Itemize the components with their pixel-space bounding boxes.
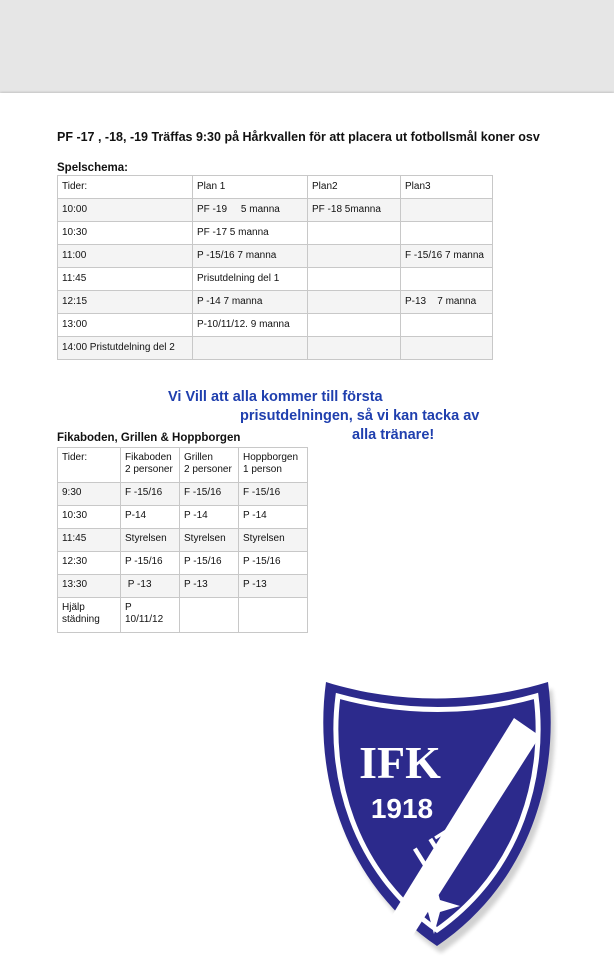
logo-text-ifk: IFK [359, 737, 441, 788]
cell-line: Tider: [62, 452, 88, 463]
schedule-cell: P -15/16 7 manna [193, 245, 308, 268]
schedule-header-cell: Tider: [58, 176, 193, 199]
schedule-cell: P -14 7 manna [193, 291, 308, 314]
kiosk-header-cell [180, 448, 239, 483]
kiosk-cell [180, 506, 239, 529]
kiosk-table [57, 447, 308, 633]
cell-line: P-14 [125, 510, 147, 521]
logo-text-year: 1918 [370, 793, 434, 824]
schedule-row [58, 199, 493, 222]
schedule-cell: 11:00 [58, 245, 193, 268]
schedule-cell [401, 314, 493, 337]
cell-line: Grillen [184, 452, 213, 463]
schedule-cell: 14:00 Pristutdelning del 2 [58, 337, 193, 360]
kiosk-title: Fikaboden, Grillen & Hoppborgen [57, 432, 241, 444]
cell-line: F -15/16 [243, 487, 281, 498]
kiosk-cell [58, 575, 121, 598]
cell-line: 13:30 [62, 579, 88, 590]
schedule-cell [308, 268, 401, 291]
kiosk-cell [239, 598, 308, 633]
schedule-title: Spelschema: [57, 162, 128, 174]
kiosk-cell [121, 483, 180, 506]
cell-line: Styrelsen [243, 533, 285, 544]
kiosk-cell [58, 598, 121, 633]
cell-line: Styrelsen [184, 533, 226, 544]
schedule-row [58, 314, 493, 337]
schedule-cell: F -15/16 7 manna [401, 245, 493, 268]
cell-line: F -15/16 [184, 487, 222, 498]
cell-line: Fikaboden [125, 452, 172, 463]
cell-line: F -15/16 [125, 487, 163, 498]
schedule-cell: Prisutdelning del 1 [193, 268, 308, 291]
cell-line: P -13 [243, 579, 267, 590]
kiosk-cell [180, 552, 239, 575]
kiosk-header-row [58, 448, 308, 483]
schedule-cell [308, 245, 401, 268]
cell-line: Hoppborgen [243, 452, 299, 463]
schedule-cell [401, 199, 493, 222]
cell-line: P -14 [243, 510, 267, 521]
schedule-cell [308, 222, 401, 245]
kiosk-row [58, 552, 308, 575]
schedule-row [58, 245, 493, 268]
kiosk-row [58, 506, 308, 529]
cell-line: 9:30 [62, 487, 82, 498]
kiosk-cell [58, 552, 121, 575]
logo-text-lit: LIT [408, 822, 465, 875]
schedule-table [57, 175, 493, 360]
schedule-cell: 11:45 [58, 268, 193, 291]
kiosk-cell [239, 529, 308, 552]
kiosk-cell [121, 598, 180, 633]
kiosk-row [58, 598, 308, 633]
schedule-row [58, 291, 493, 314]
schedule-row [58, 222, 493, 245]
kiosk-cell [180, 575, 239, 598]
kiosk-row [58, 483, 308, 506]
schedule-cell: P-13 7 manna [401, 291, 493, 314]
cell-line: 1 person [243, 464, 282, 475]
schedule-header-cell: Plan 1 [193, 176, 308, 199]
kiosk-header-cell [121, 448, 180, 483]
cell-line: P -15/16 [125, 556, 163, 567]
kiosk-cell [180, 483, 239, 506]
cell-line: 11:45 [62, 533, 87, 544]
cell-line: 2 personer [184, 464, 232, 475]
cell-line: P -13 [125, 579, 152, 590]
schedule-header-cell: Plan3 [401, 176, 493, 199]
kiosk-cell [58, 506, 121, 529]
schedule-cell [401, 337, 493, 360]
kiosk-cell [121, 506, 180, 529]
schedule-cell [308, 314, 401, 337]
schedule-cell: P-10/11/12. 9 manna [193, 314, 308, 337]
schedule-row [58, 337, 493, 360]
schedule-cell [401, 268, 493, 291]
schedule-cell: PF -18 5manna [308, 199, 401, 222]
schedule-cell: 10:00 [58, 199, 193, 222]
callout-line: Vi Vill att alla kommer till första [168, 389, 383, 405]
kiosk-cell [180, 598, 239, 633]
callout-line: alla tränare! [352, 427, 435, 443]
kiosk-header-cell [239, 448, 308, 483]
cell-line: P [125, 602, 132, 613]
kiosk-cell [121, 575, 180, 598]
kiosk-cell [180, 529, 239, 552]
schedule-header-cell: Plan2 [308, 176, 401, 199]
cell-line: Styrelsen [125, 533, 167, 544]
kiosk-cell [121, 552, 180, 575]
kiosk-header-cell [58, 448, 121, 483]
schedule-cell [401, 222, 493, 245]
cell-line: P -13 [184, 579, 208, 590]
cell-line: 12:30 [62, 556, 88, 567]
cell-line: 10/11/12 [125, 614, 164, 625]
kiosk-cell [58, 529, 121, 552]
kiosk-cell [239, 483, 308, 506]
schedule-cell: 10:30 [58, 222, 193, 245]
schedule-cell: PF -17 5 manna [193, 222, 308, 245]
kiosk-cell [121, 529, 180, 552]
schedule-cell [308, 337, 401, 360]
callout-line: prisutdelningen, så vi kan tacka av [240, 408, 480, 424]
ifk-lit-crest-icon [318, 678, 558, 956]
kiosk-cell [239, 575, 308, 598]
schedule-cell [308, 291, 401, 314]
cell-line: Hjälp [62, 602, 85, 613]
cell-line: P -15/16 [243, 556, 281, 567]
schedule-cell [193, 337, 308, 360]
kiosk-row [58, 575, 308, 598]
schedule-cell: PF -19 5 manna [193, 199, 308, 222]
kiosk-cell [239, 552, 308, 575]
schedule-cell: 13:00 [58, 314, 193, 337]
kiosk-cell [58, 483, 121, 506]
cell-line: 2 personer [125, 464, 173, 475]
schedule-cell: 12:15 [58, 291, 193, 314]
schedule-header-row [58, 176, 493, 199]
cell-line: P -14 [184, 510, 208, 521]
kiosk-row [58, 529, 308, 552]
kiosk-cell [239, 506, 308, 529]
cell-line: 10:30 [62, 510, 88, 521]
schedule-row [58, 268, 493, 291]
cell-line: städning [62, 614, 100, 625]
headline: PF -17 , -18, -19 Träffas 9:30 på Hårkvallen för att placera ut fotbollsmål koner osv [57, 130, 540, 144]
cell-line: P -15/16 [184, 556, 222, 567]
